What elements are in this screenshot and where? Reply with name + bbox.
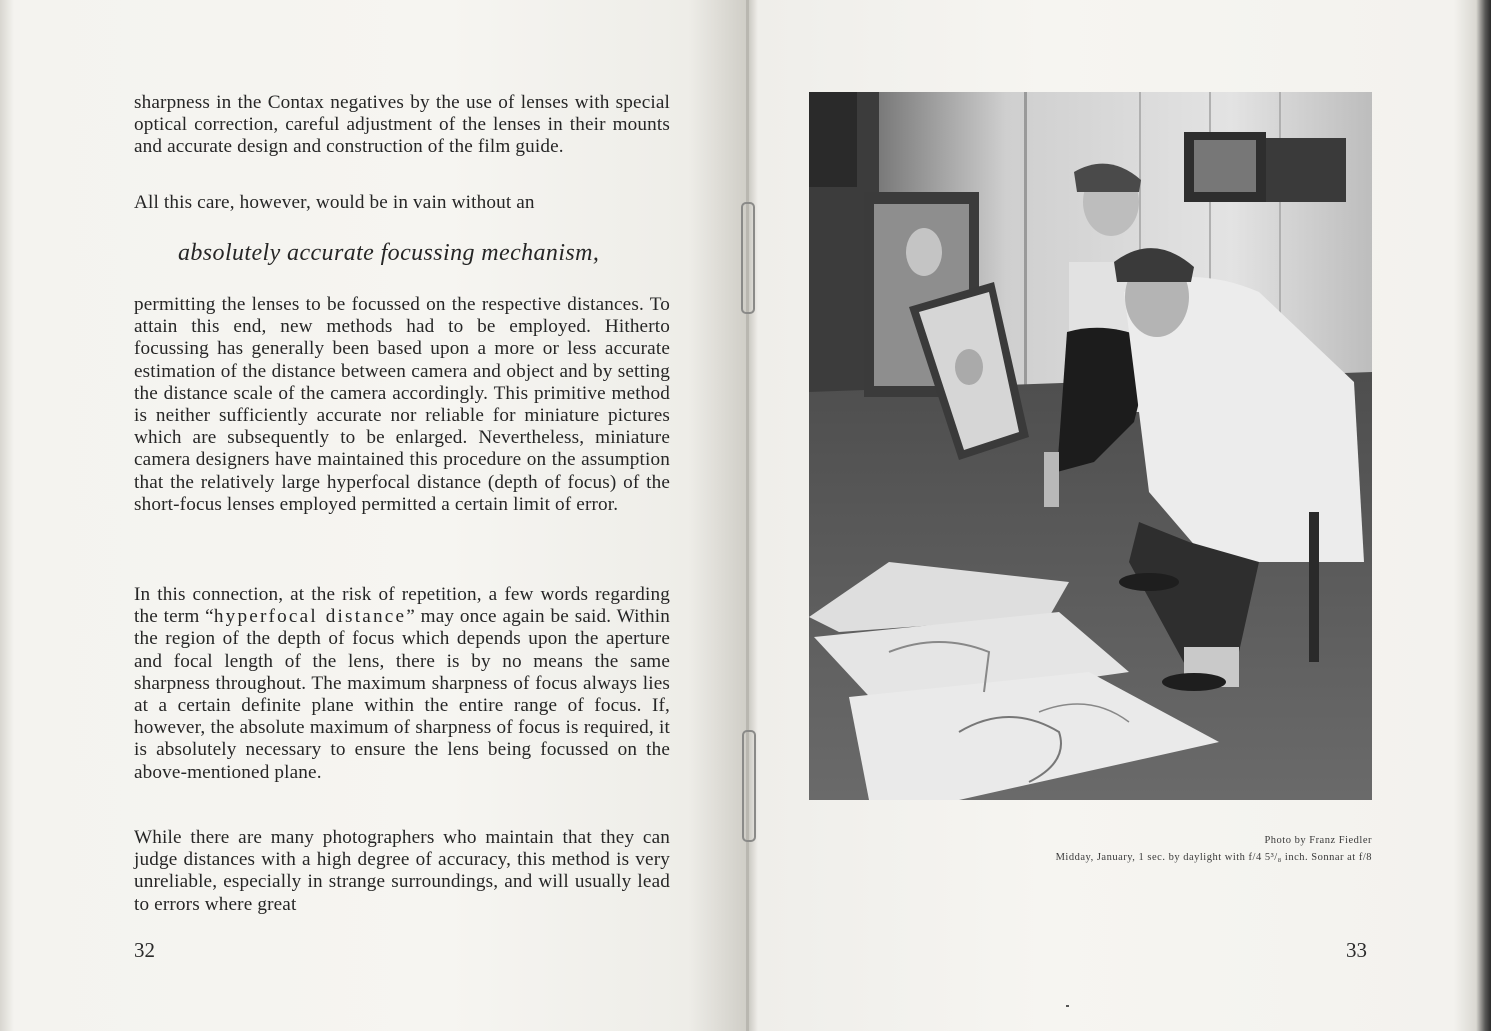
paragraph-text: While there are many photographers who maintain that they can judge distances with a high degree of accuracy, this method is very unreliable, especially in strange surroundings, and will usually lead to errors where great <box>134 827 670 915</box>
body-paragraph-1 <box>134 92 670 159</box>
staple-bottom <box>742 730 756 842</box>
photograph-image <box>809 92 1372 800</box>
staple-top <box>741 202 755 314</box>
page-number-left: 32 <box>134 938 155 962</box>
body-paragraph-2 <box>134 192 670 214</box>
photo-credit: Photo by Franz Fiedler <box>1264 835 1372 846</box>
body-paragraph-4 <box>134 584 670 784</box>
paragraph-text: permitting the lenses to be focussed on the respective distances. To attain this end, new methods had to be employed. Hitherto focussing has generally been based upon a more or less accurate estimation of the distance between camera and object and by setting the distance scale of the camera accordingly. This primitive method is neither sufficiently accurate nor reliable for miniature pictures which are subsequently to be enlarged. Nevertheless, miniature camera designers have maintained this procedure on the assumption that the relatively large hyperfocal distance (depth of focus) of the short-focus lenses employed permitted a certain limit of error. <box>134 294 670 515</box>
photograph <box>809 92 1372 800</box>
body-paragraph-5 <box>134 827 670 916</box>
spaced-term: hyperfocal distance <box>213 606 407 628</box>
body-paragraph-3 <box>134 294 670 516</box>
page-number-right: 33 <box>1346 938 1367 962</box>
paragraph-text-start: In this connection, at the risk of repetition, a few words regarding the term “ <box>134 584 670 628</box>
paper-speck <box>1066 1005 1069 1007</box>
paragraph-text: sharpness in the Contax negatives by the use of lenses with special optical correction, careful adjustment of the lenses in their mounts and accurate design and construction of the film guide. <box>134 92 670 158</box>
paragraph-text-end: ” may once again be said. Within the region of the depth of focus which depends upon the aperture and focal length of the lens, there is by no means the same sharpness throughout. The maximum sharpness of focus always lies at a certain definite plane within the entire range of focus. If, however, the absolute maximum of sharpness of focus is required, it is absolutely necessary to ensure the lens being focussed on the above-mentioned plane. <box>134 606 670 783</box>
paragraph-text: All this care, however, would be in vain without an <box>134 192 535 213</box>
emphasized-phrase: absolutely accurate focussing mechanism, <box>178 240 600 266</box>
paragraph-text <box>134 584 670 784</box>
photo-exposure-details: Midday, January, 1 sec. by daylight with f/4 5³/₈ inch. Sonnar at f/8 <box>1055 852 1372 863</box>
book-gutter <box>746 0 749 1031</box>
